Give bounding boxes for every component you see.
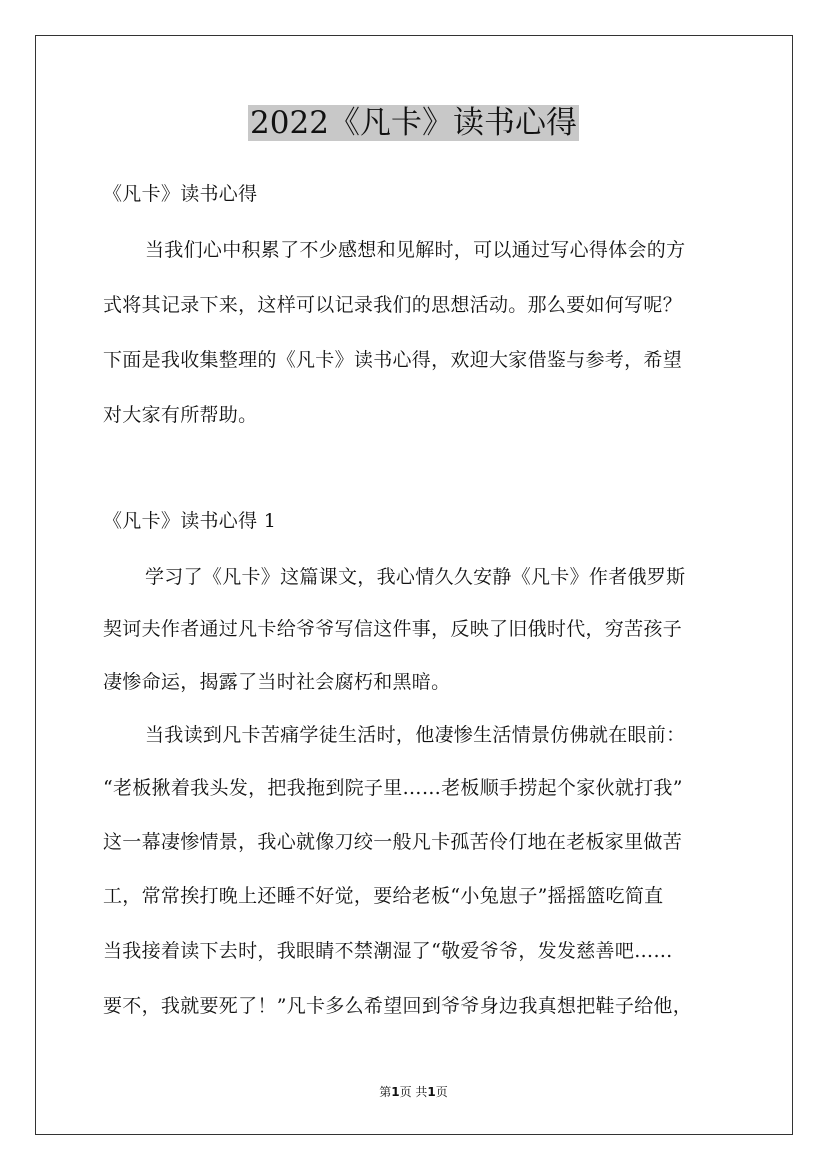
paragraph-line: 契诃夫作者通过凡卡给爷爷写信这件事，反映了旧俄时代，穷苦孩子	[103, 618, 683, 640]
intro-line: 式将其记录下来，这样可以记录我们的思想活动。那么要如何写呢？	[103, 294, 683, 316]
footer-page-label: 第	[379, 1085, 392, 1099]
intro-line: 下面是我收集整理的《凡卡》读书心得，欢迎大家借鉴与参考，希望	[103, 349, 683, 371]
paragraph-line: 当我读到凡卡苦痛学徒生活时，他凄惨生活情景仿佛就在眼前：	[145, 724, 686, 746]
footer-page-total: 1	[427, 1085, 436, 1099]
footer-page-current: 1	[391, 1085, 400, 1099]
paragraph-line: 这一幕凄惨情景，我心就像刀绞一般凡卡孤苦伶仃地在老板家里做苦	[103, 831, 683, 853]
page-footer	[0, 1084, 827, 1100]
footer-page-label: 页 共	[399, 1085, 428, 1099]
paragraph-line: 要不，我就要死了！”凡卡多么希望回到爷爷身边我真想把鞋子给他，	[103, 995, 693, 1017]
paragraph-line: “老板揪着我头发，把我拖到院子里……老板顺手捞起个家伙就打我”	[103, 777, 683, 799]
intro-line: 当我们心中积累了不少感想和见解时，可以通过写心得体会的方	[145, 239, 686, 261]
paragraph-line: 凄惨命运，揭露了当时社会腐朽和黑暗。	[103, 671, 451, 693]
footer-page-label: 页	[435, 1085, 448, 1099]
document-subtitle: 《凡卡》读书心得	[103, 183, 258, 205]
paragraph-line: 工，常常挨打晚上还睡不好觉，要给老板“小兔崽子”摇摇篮吃简直	[103, 885, 664, 907]
document-title	[0, 103, 827, 143]
intro-line: 对大家有所帮助。	[103, 404, 258, 426]
document-title-text: 2022《凡卡》读书心得	[250, 105, 577, 141]
paragraph-line: 学习了《凡卡》这篇课文，我心情久久安静《凡卡》作者俄罗斯	[145, 566, 686, 588]
section-heading: 《凡卡》读书心得 1	[103, 510, 277, 532]
paragraph-line: 当我接着读下去时，我眼睛不禁潮湿了“敬爱爷爷，发发慈善吧……	[103, 940, 673, 962]
